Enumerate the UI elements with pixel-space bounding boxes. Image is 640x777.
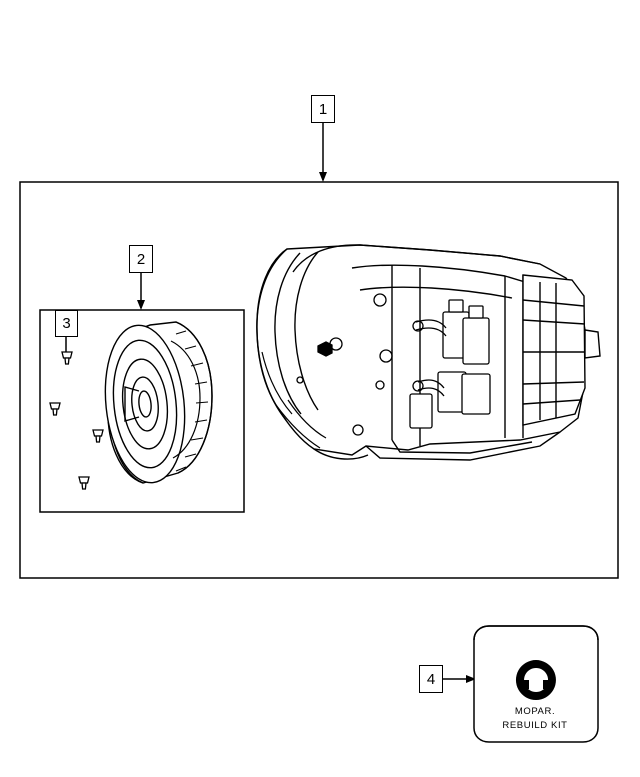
mopar-rebuild-kit-text: REBUILD KIT (502, 720, 568, 731)
torque-converter (98, 321, 212, 486)
leader-arrow-1 (319, 172, 327, 182)
automatic-transmission-case (257, 245, 600, 460)
converter-bolts (50, 352, 103, 489)
leader-arrow-2 (137, 300, 145, 310)
callout-3[interactable]: 3 (55, 310, 78, 337)
bolt-2 (50, 403, 60, 415)
callout-4[interactable]: 4 (419, 665, 443, 693)
mopar-brand-text: MOPAR. (514, 706, 556, 717)
callout-2[interactable]: 2 (129, 245, 153, 273)
callout-1[interactable]: 1 (311, 95, 335, 123)
bolt-1 (62, 352, 72, 364)
bolt-4 (79, 477, 89, 489)
bolt-3 (93, 430, 103, 442)
